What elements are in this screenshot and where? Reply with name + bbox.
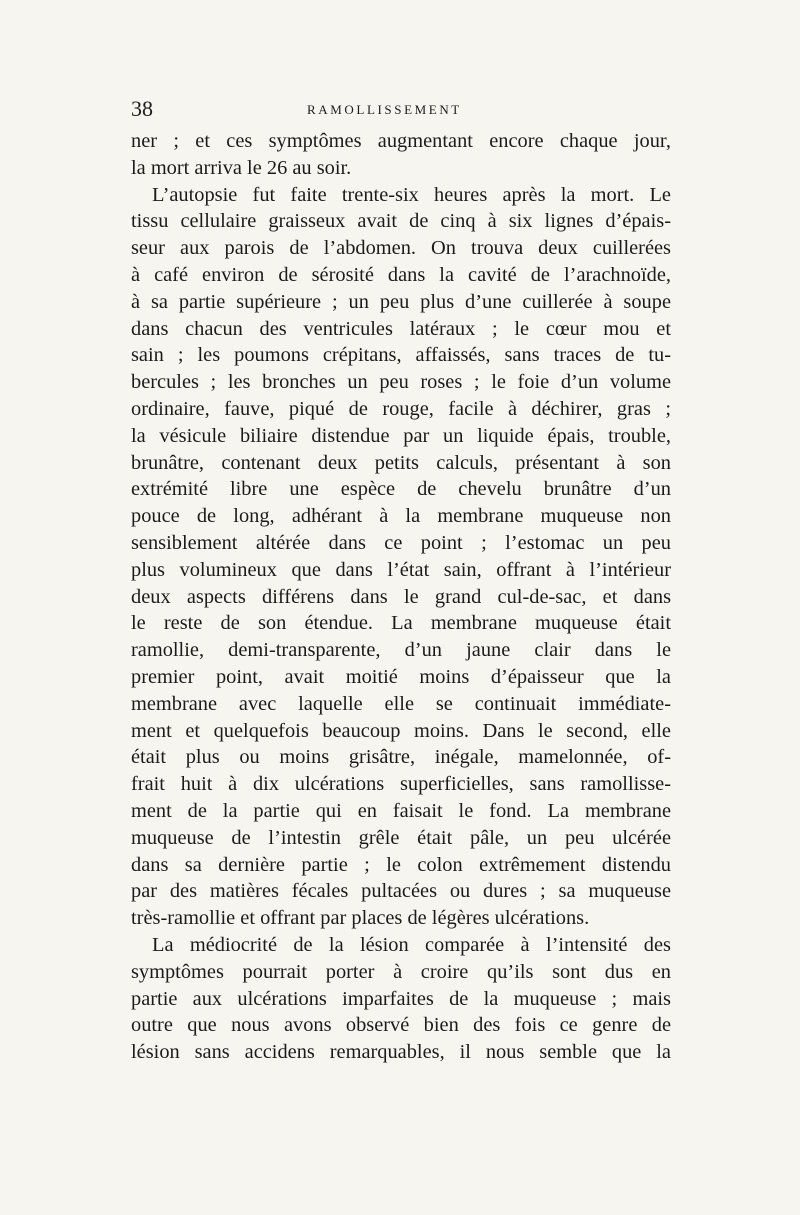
running-head: RAMOLLISSEMENT	[307, 102, 462, 117]
text-line: sensiblement altérée dans ce point ; l’estomac un peu	[131, 531, 671, 554]
text-line: était plus ou moins grisâtre, inégale, mamelonnée, of-	[131, 746, 671, 769]
text-line: ner ; et ces symptômes augmentant encore chaque jour,	[131, 130, 671, 152]
text-line: La médiocrité de la lésion comparée à l’intensité des	[152, 933, 671, 956]
text-line: dans sa dernière partie ; le colon extrêmement distendu	[131, 853, 671, 876]
text-line: L’autopsie fut faite trente-six heures après la mort. Le	[152, 183, 671, 206]
body-text	[131, 128, 671, 1066]
text-line: à café environ de sérosité dans la cavité de l’arachnoïde,	[131, 263, 671, 286]
text-line: le reste de son étendue. La membrane muqueuse était	[131, 612, 671, 635]
text-line: partie aux ulcérations imparfaites de la muqueuse ; mais	[131, 987, 671, 1010]
text-line: la mort arriva le 26 au soir.	[131, 156, 352, 179]
text-line: à sa partie supérieure ; un peu plus d’une cuillerée à soupe	[131, 290, 671, 313]
text-line: seur aux parois de l’abdomen. On trouva deux cuillerées	[131, 237, 671, 260]
text-line: lésion sans accidens remarquables, il nous semble que la	[131, 1041, 671, 1064]
text-line: extrémité libre une espèce de chevelu brunâtre d’un	[131, 478, 671, 501]
text-line: pouce de long, adhérant à la membrane muqueuse non	[131, 505, 671, 528]
text-line: sain ; les poumons crépitans, affaissés, sans traces de tu-	[131, 344, 671, 367]
page-header	[131, 96, 671, 120]
text-line: ment et quelquefois beaucoup moins. Dans le second, elle	[131, 719, 671, 742]
text-line: par des matières fécales pultacées ou dures ; sa muqueuse	[131, 880, 671, 903]
text-line: frait huit à dix ulcérations superficielles, sans ramollisse-	[131, 773, 671, 796]
text-line: deux aspects différens dans le grand cul-de-sac, et dans	[131, 585, 671, 608]
text-line: la vésicule biliaire distendue par un liquide épais, trouble,	[131, 424, 671, 447]
text-line: symptômes pourrait porter à croire qu’ils sont dus en	[131, 960, 671, 983]
text-line: tissu cellulaire graisseux avait de cinq à six lignes d’épais-	[131, 210, 671, 233]
text-line: membrane avec laquelle elle se continuait immédiate-	[131, 692, 671, 715]
text-line: ramollie, demi-transparente, d’un jaune clair dans le	[131, 639, 671, 662]
text-line: ment de la partie qui en faisait le fond. La membrane	[131, 799, 671, 822]
text-line: dans chacun des ventricules latéraux ; le cœur mou et	[131, 317, 671, 340]
text-line: brunâtre, contenant deux petits calculs, présentant à son	[131, 451, 671, 474]
text-line: premier point, avait moitié moins d’épaisseur que la	[131, 665, 671, 688]
text-line: plus volumineux que dans l’état sain, offrant à l’intérieur	[131, 558, 671, 581]
text-line: muqueuse de l’intestin grêle était pâle, un peu ulcérée	[131, 826, 671, 849]
text-line: outre que nous avons observé bien des fois ce genre de	[131, 1014, 671, 1037]
text-line: très-ramollie et offrant par places de légères ulcérations.	[131, 907, 590, 930]
page-number: 38	[131, 96, 153, 121]
text-line: ordinaire, fauve, piqué de rouge, facile à déchirer, gras ;	[131, 397, 671, 420]
text-line: bercules ; les bronches un peu roses ; le foie d’un volume	[131, 371, 671, 394]
